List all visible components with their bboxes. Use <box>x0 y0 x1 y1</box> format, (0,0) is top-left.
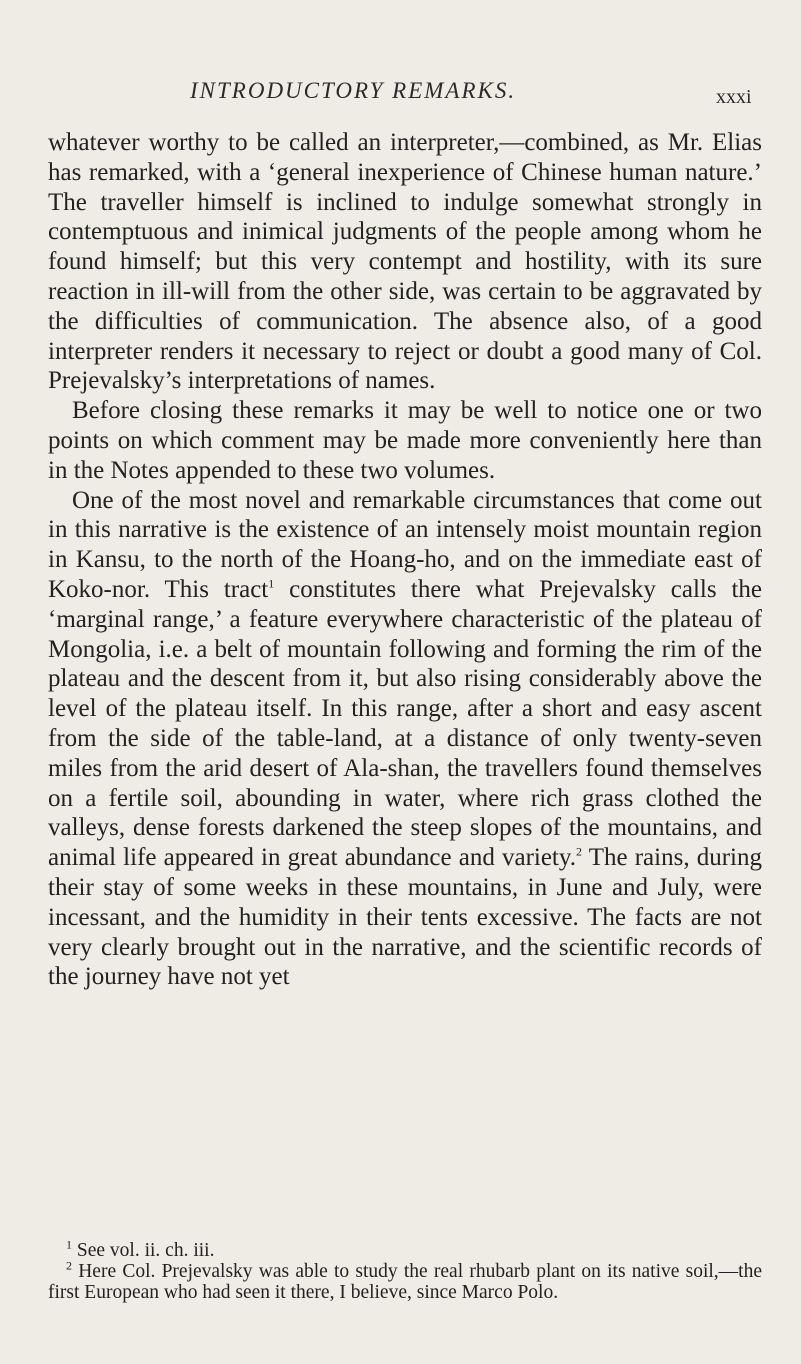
footnote-2-mark: 2 <box>66 1258 72 1273</box>
footnote-2-text: Here Col. Prejevalsky was able to study the real rhubarb plant on its native soil,—the first European who had seen it there, I believe, since Marco Polo. <box>48 1261 762 1303</box>
paragraph-3-part-b: constitutes there what Prejevalsky calls the ‘marginal range,’ a feature everywhere characteristic of the plateau of Mongolia, i.e. a belt of mountain following and forming the rim of the plateau and the descent from it, but also rising considerably above the level of the plateau itself. In this range, after a short and easy ascent from the side of the table-land, at a distance of only twenty-seven miles from the arid desert of Ala-shan, the travellers found themselves on a fertile soil, abounding in water, where rich grass clothed the valleys, dense forests darkened the steep slopes of the mountains, and animal life appeared in great abundance and variety. <box>48 575 762 872</box>
footnote-1-mark: 1 <box>66 1237 72 1252</box>
paragraph-3 <box>48 486 762 993</box>
page-number: xxxi <box>716 86 752 108</box>
footnote-ref-1: 1 <box>268 576 275 591</box>
main-text <box>48 128 762 992</box>
paragraph-2: Before closing these remarks it may be well to notice one or two points on which comment may be made more conveniently here than in the Notes appended to these two volumes. <box>48 397 762 484</box>
footnote-1-text: See vol. ii. ch. iii. <box>72 1240 215 1261</box>
paragraph-1: whatever worthy to be called an interpreter,—combined, as Mr. Elias has remarked, with a ‘general inexperience of Chinese human nature.’ The traveller himself is inclined to indulge somewhat strongly in contemptuous and inimical judgments of the people among whom he found himself; but this very contempt and hostility, with its sure reaction in ill-will from the other side, was certain to be aggravated by the difficulties of communication. The absence also, of a good interpreter renders it necessary to reject or doubt a good many of Col. Prejevalsky’s interpretations of names. <box>48 129 762 395</box>
footnote-1 <box>48 1237 762 1261</box>
footnotes <box>48 1237 762 1303</box>
paragraph-3-part-a: One of the most novel and remarkable circumstances that come out in this narrative is the existence of an intensely moist mountain region in Kansu, to the north of the Hoang-ho, and on the immediate east of Koko-nor. This tract <box>48 486 762 603</box>
running-title: INTRODUCTORY REMARKS. <box>190 78 517 103</box>
footnote-ref-2: 2 <box>576 844 583 859</box>
paragraph-3-part-c: The rains, during their stay of some weeks in these mountains, in June and July, were incessant, and the humidity in their tents excessive. The facts are not very clearly brought out in the narrative, and the scientific records of the journey have not yet <box>48 844 762 991</box>
footnote-2 <box>48 1258 762 1303</box>
